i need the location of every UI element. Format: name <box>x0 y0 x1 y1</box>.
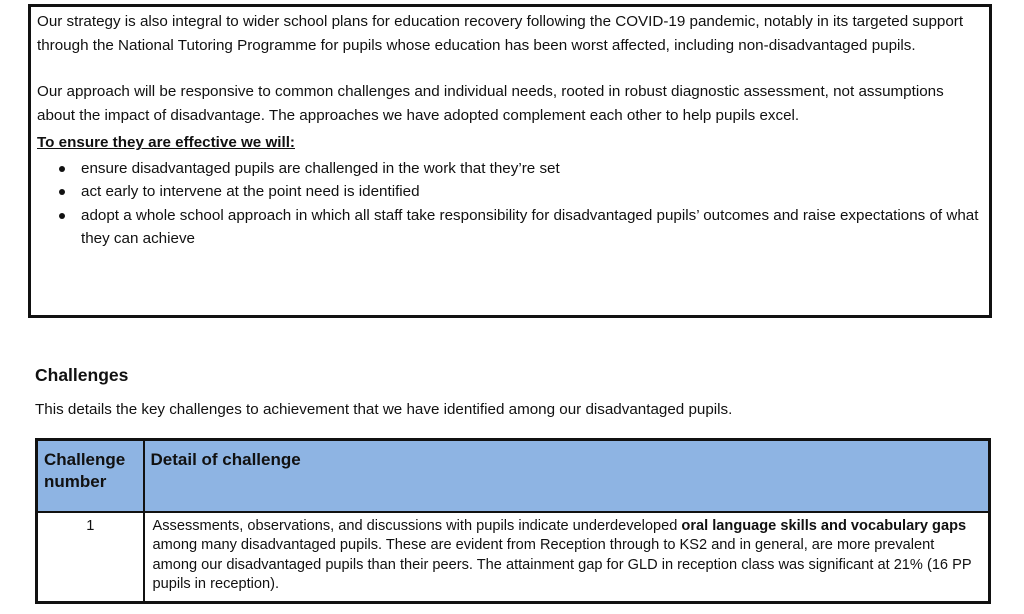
challenges-heading: Challenges <box>35 365 129 385</box>
table-header-row <box>37 440 990 512</box>
strategy-box <box>28 4 992 318</box>
challenge-detail-cell <box>144 512 990 603</box>
challenges-intro: This details the key challenges to achievement that we have identified among our disadvantaged pupils. <box>35 401 733 418</box>
bullet-item: adopt a whole school approach in which all staff take responsibility for disadvantaged pupils’ outcomes and raise expectations of what they can achieve <box>37 204 983 251</box>
detail-text: Assessments, observations, and discussions with pupils indicate underdeveloped <box>152 517 682 534</box>
detail-emphasis: oral language skills and vocabulary gaps <box>681 517 967 534</box>
strategy-paragraph-1: Our strategy is also integral to wider school plans for education recovery following the COVID-19 pandemic, notably in its targeted support through the National Tutoring Programme for pupils whose education has been worst affected, including non-disadvantaged pupils. <box>37 13 964 54</box>
bullet-item: act early to intervene at the point need is identified <box>37 180 983 204</box>
strategy-paragraph-2: Our approach will be responsive to common challenges and individual needs, rooted in robust diagnostic assessment, not assumptions about the impact of disadvantage. The approaches we have adopted complement each other to help pupils excel. <box>37 83 944 124</box>
strategy-bullet-list <box>37 157 983 251</box>
header-challenge-number: Challenge number <box>37 440 144 512</box>
challenge-table <box>35 438 991 604</box>
header-detail-of-challenge: Detail of challenge <box>144 440 990 512</box>
detail-text: among many disadvantaged pupils. These are evident from Reception through to KS2 and in general, are more prevalent among our disadvantaged pupils than their peers. The attainment gap for GLD in reception class was significant at 21% (16 PP pupils in reception). <box>152 537 972 592</box>
effective-heading: To ensure they are effective we will: <box>37 134 295 151</box>
table-row <box>37 512 990 603</box>
challenge-number-cell: 1 <box>37 512 144 603</box>
bullet-item: ensure disadvantaged pupils are challenged in the work that they’re set <box>37 157 983 181</box>
